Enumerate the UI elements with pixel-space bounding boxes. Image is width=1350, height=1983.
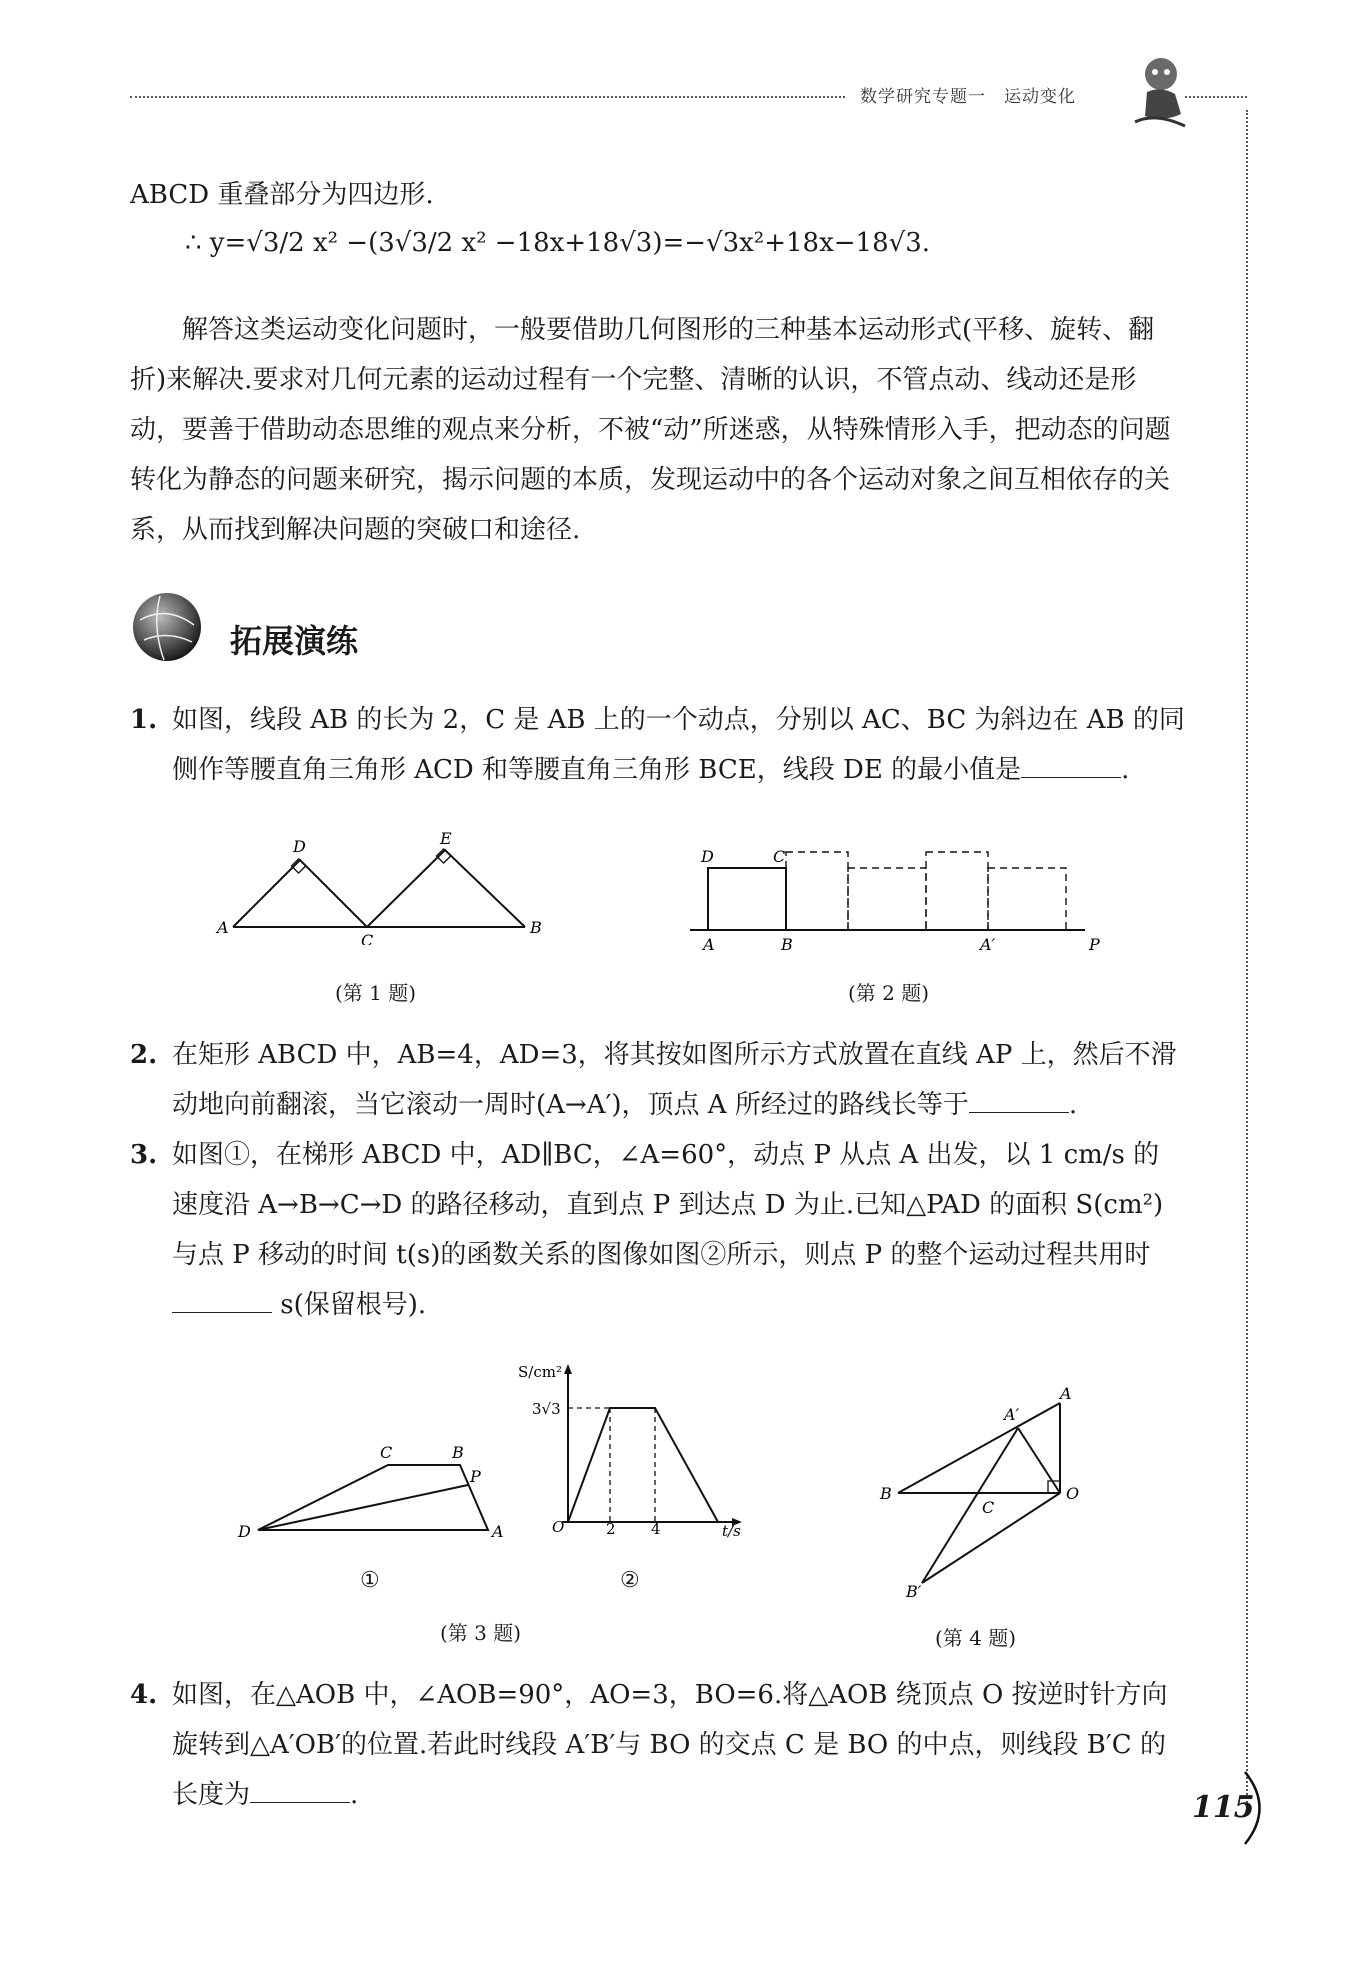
figure-1-caption: (第 1 题) <box>335 981 417 1005</box>
label-a: A <box>1060 1385 1072 1403</box>
label-b-prime: B′ <box>906 1582 922 1600</box>
label-o: O <box>1066 1484 1080 1503</box>
label-e: E <box>440 830 452 848</box>
intro-line: ABCD 重叠部分为四边形. <box>130 180 434 210</box>
figure-4 <box>870 1385 1100 1600</box>
answer-blank[interactable] <box>1021 751 1121 778</box>
label-a-prime: A′ <box>1004 1405 1020 1424</box>
label-b: B <box>530 918 542 937</box>
answer-blank[interactable] <box>172 1286 272 1313</box>
figure-3a-mark: ① <box>360 1568 380 1593</box>
side-rule <box>1246 110 1248 1810</box>
figure-3-trapezoid <box>230 1430 520 1540</box>
figure-4-caption: (第 4 题) <box>935 1626 1017 1650</box>
label-b: B <box>452 1443 464 1462</box>
section-title: 拓展演练 <box>230 622 359 660</box>
figure-2 <box>685 840 1105 955</box>
tick-label-4: 4 <box>651 1520 661 1538</box>
question-3: 3. 如图①，在梯形 ABCD 中，AD∥BC，∠A=60°，动点 P 从点 A 出发，以 1 cm/s 的速度沿 A→B→C→D 的路径移动，直到点 P 到达点 D 为止.已知△PAD 的面积 S(cm²)与点 P 移动的时间 t(s)的函数关系的图像如图②所示，则点 P 的整个运动过程共用时 s(保留根号). <box>130 1140 1164 1320</box>
label-d: D <box>701 847 714 866</box>
figure-3b-mark: ② <box>620 1568 640 1593</box>
tick-label-2: 2 <box>606 1520 616 1538</box>
label-c: C <box>773 847 786 866</box>
label-d: D <box>293 837 306 856</box>
intro-paragraph: 解答这类运动变化问题时，一般要借助几何图形的三种基本运动形式(平移、旋转、翻折)来解决.要求对几何元素的运动过程有一个完整、清晰的认识，不管点动、线动还是形动，要善于借助动态思维的观点来分析，不被“动”所迷惑，从特殊情形入手，把动态的问题转化为静态的问题来研究，揭示问题的本质，发现运动中的各个运动对象之间互相依存的关系，从而找到解决问题的突破口和途径. <box>130 315 1171 545</box>
answer-blank[interactable] <box>250 1776 350 1803</box>
mascot-icon <box>1125 52 1195 132</box>
label-a-prime: A′ <box>980 935 996 954</box>
intro-equation: ∴ y=√3/2 x² −(3√3/2 x² −18x+18√3)=−√3x²+18x−18√3. <box>185 228 930 258</box>
label-b: B <box>880 1484 892 1503</box>
label-a: A <box>217 918 229 937</box>
figure-1 <box>215 830 555 945</box>
x-axis-label: t/s <box>722 1522 741 1540</box>
running-header: 数学研究专题一 运动变化 <box>860 87 1076 107</box>
figure-2-caption: (第 2 题) <box>848 981 930 1005</box>
question-4: 4. 如图，在△AOB 中，∠AOB=90°，AO=3，BO=6.将△AOB 绕顶点 O 按逆时针方向旋转到△A′OB′的位置.若此时线段 A′B′与 BO 的交点 C 是 BO 的中点，则线段 B′C 的长度为 . <box>130 1680 1168 1810</box>
label-a: A <box>703 935 715 954</box>
label-p: P <box>470 1467 481 1486</box>
label-c: C <box>380 1443 393 1462</box>
figure-3-graph <box>510 1360 750 1540</box>
globe-icon <box>130 590 205 665</box>
y-axis-label: S/cm² <box>518 1363 562 1381</box>
header-rule <box>130 96 845 98</box>
page-number: 115 <box>1192 1790 1255 1825</box>
label-b: B <box>781 935 793 954</box>
y-max-label: 3√3 <box>532 1400 561 1418</box>
answer-blank[interactable] <box>969 1086 1069 1113</box>
label-d: D <box>238 1522 251 1540</box>
figure-3-caption: (第 3 题) <box>440 1621 522 1645</box>
label-p: P <box>1089 935 1100 954</box>
origin-label: O <box>552 1518 565 1536</box>
question-2: 2. 在矩形 ABCD 中，AB=4，AD=3，将其按如图所示方式放置在直线 AP 上，然后不滑动地向前翻滚，当它滚动一周时(A→A′)，顶点 A 所经过的路线长等于 . <box>130 1040 1177 1120</box>
label-c: C <box>982 1498 995 1517</box>
question-1: 1. 如图，线段 AB 的长为 2，C 是 AB 上的一个动点，分别以 AC、BC 为斜边在 AB 的同侧作等腰直角三角形 ACD 和等腰直角三角形 BCE，线段 DE 的最小值是 . <box>130 705 1185 785</box>
label-c: C <box>361 931 374 945</box>
label-a: A <box>492 1522 504 1540</box>
